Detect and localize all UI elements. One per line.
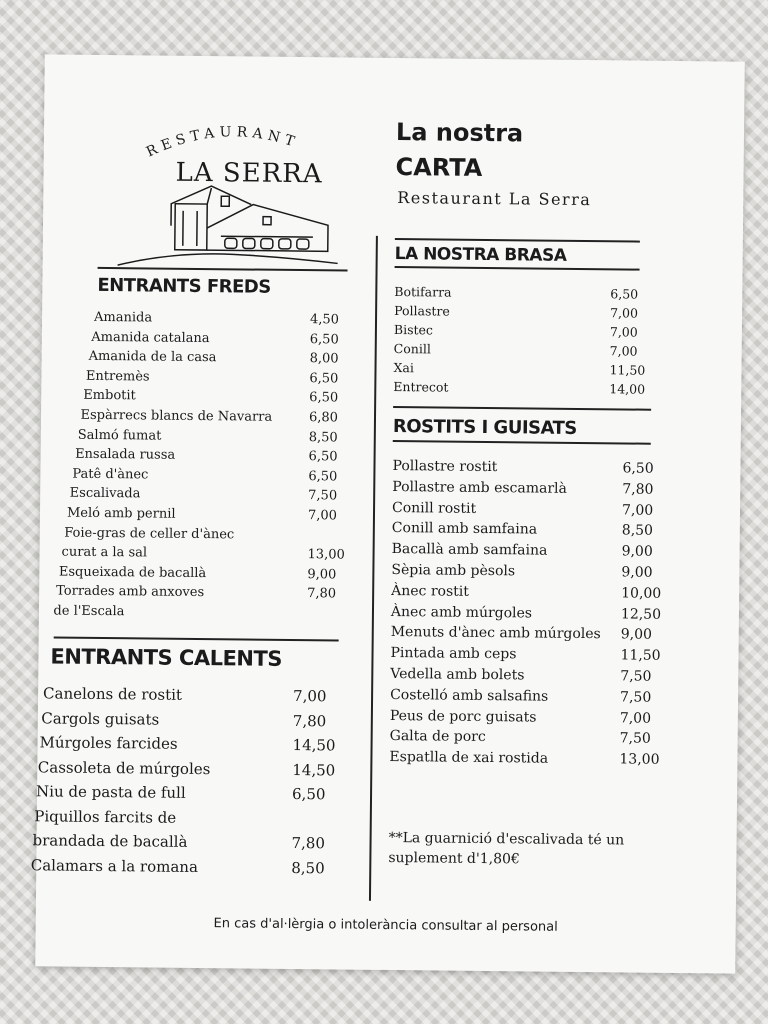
menu-item-name: Amanida catalana xyxy=(91,329,210,346)
menu-item-price: 9,00 xyxy=(307,566,337,583)
menu-item-price: 7,00 xyxy=(307,508,338,524)
svg-text:RESTAURANT xyxy=(144,123,301,162)
menu-item-name: Conill rostit xyxy=(391,499,477,517)
menu-item-name: Calamars a la romana xyxy=(30,855,199,876)
menu-item-name: Amanida xyxy=(93,309,153,326)
heading-line2: CARTA xyxy=(395,153,483,182)
menu-item-price: 8,50 xyxy=(291,858,325,877)
logo-arc-text: RESTAURANT xyxy=(143,124,302,161)
menu-item-price: 11,50 xyxy=(620,647,661,665)
menu-item-name: Espatlla de xai rostida xyxy=(389,749,549,767)
menu-item-name: Entrecot xyxy=(393,379,449,395)
menu-item-name: Peus de porc guisats xyxy=(389,707,537,726)
divider-brasa-top xyxy=(395,238,640,243)
menu-item-price: 8,00 xyxy=(309,351,339,367)
menu-item-price: 7,50 xyxy=(620,689,652,706)
menu-item-price: 12,50 xyxy=(620,606,662,623)
menu-item-price: 6,50 xyxy=(309,331,339,348)
menu-item-price: 7,00 xyxy=(609,343,638,359)
menu-item-name: Múrgoles farcides xyxy=(39,733,178,753)
menu-item-name: Conill xyxy=(393,341,431,357)
restaurant-logo xyxy=(112,85,354,288)
menu-item-name: Foie-gras de celler d'ànec xyxy=(64,525,235,542)
section-title-rostits: ROSTITS I GUISATS xyxy=(392,416,577,439)
menu-item-price: 9,00 xyxy=(621,564,653,581)
menu-item-name: Pollastre amb escamarlà xyxy=(392,478,568,497)
menu-item-price: 8,50 xyxy=(308,429,338,446)
menu-item-name: Esqueixada de bacallà xyxy=(58,564,207,581)
menu-item-price: 7,00 xyxy=(292,686,327,706)
section-title-entrants-calents: ENTRANTS CALENTS xyxy=(50,644,283,671)
menu-item-price: 11,50 xyxy=(609,362,646,378)
menu-sheet xyxy=(30,54,745,973)
menu-item-name: curat a la sal xyxy=(61,544,148,561)
menu-item-price: 7,80 xyxy=(291,833,326,853)
menu-item-name: Ànec amb múrgoles xyxy=(390,603,533,622)
menu-item-price: 14,00 xyxy=(609,381,646,397)
menu-item-price: 6,50 xyxy=(622,460,654,477)
menu-item-name: Bistec xyxy=(393,322,434,338)
heading-line1: La nostra xyxy=(395,118,524,148)
menu-item-name: Pintada amb ceps xyxy=(390,645,517,663)
menu-item-price: 7,00 xyxy=(609,324,638,340)
menu-item-price: 6,50 xyxy=(309,390,339,406)
menu-item-name: Salmó fumat xyxy=(77,427,162,444)
menu-item-name: Galta de porc xyxy=(389,728,486,746)
menu-item-name: Niu de pasta de full xyxy=(35,782,186,802)
menu-item-name: Ensalada russa xyxy=(75,446,176,463)
menu-item-price: 7,50 xyxy=(619,730,651,748)
menu-item-price: 13,00 xyxy=(619,751,660,769)
menu-item-name: Conill amb samfaina xyxy=(391,520,538,538)
divider-brasa-bottom xyxy=(395,266,640,271)
divider-rostits-bottom xyxy=(393,440,651,445)
menu-item-price: 6,50 xyxy=(308,468,338,485)
menu-item-price: 7,50 xyxy=(620,668,652,685)
menu-item-name: Canelons de rostit xyxy=(43,684,183,704)
menu-item-price: 4,50 xyxy=(309,312,340,328)
menu-item-price: 6,50 xyxy=(309,370,339,387)
menu-item-name: de l'Escala xyxy=(53,603,125,620)
menu-item-name: Torrades amb anxoves xyxy=(56,583,205,601)
menu-item-price: 7,80 xyxy=(307,586,337,602)
menu-item-price: 14,50 xyxy=(292,735,336,755)
menu-item-name: Piquillos farcits de xyxy=(34,806,177,827)
menu-item-name: Pollastre rostit xyxy=(392,458,498,476)
menu-item-price: 7,80 xyxy=(292,711,327,730)
menu-item-price: 7,50 xyxy=(308,488,338,504)
menu-item-name: Bacallà amb samfaina xyxy=(391,541,548,559)
menu-item-name: Patê d'ànec xyxy=(72,466,149,483)
allergy-footer: En cas d'al·lèrgia o intolerància consultar al personal xyxy=(213,916,558,935)
divider-calents xyxy=(54,636,339,641)
menu-item-name: Cassoleta de múrgoles xyxy=(37,757,211,778)
column-divider xyxy=(369,236,378,901)
menu-item-name: brandada de bacallà xyxy=(32,831,188,851)
menu-item-name: Embotit xyxy=(83,388,136,404)
subtitle: Restaurant La Serra xyxy=(397,188,592,210)
section-title-brasa: LA NOSTRA BRASA xyxy=(394,244,567,266)
menu-item-name: Pollastre xyxy=(394,303,450,319)
menu-item-name: Espàrrecs blancs de Navarra xyxy=(80,407,273,425)
menu-item-name: Escalivada xyxy=(69,486,141,502)
menu-item-name: Sèpia amb pèsols xyxy=(391,562,516,580)
menu-item-price: 6,50 xyxy=(308,449,338,465)
menu-item-name: Xai xyxy=(393,360,414,376)
menu-item-price: 6,50 xyxy=(291,784,326,804)
menu-item-price: 9,00 xyxy=(620,626,653,644)
menu-item-price: 8,50 xyxy=(621,522,654,540)
menu-item-name: Cargols guisats xyxy=(41,708,160,729)
menu-item-price: 6,50 xyxy=(610,286,639,302)
menu-item-price: 14,50 xyxy=(292,760,336,779)
menu-item-price: 7,00 xyxy=(621,502,654,519)
menu-item-price: 9,00 xyxy=(621,543,653,560)
menu-item-price: 13,00 xyxy=(307,547,345,563)
menu-item-price: 10,00 xyxy=(621,585,662,602)
divider-rostits-top xyxy=(393,406,651,411)
menu-item-name: Botifarra xyxy=(394,284,452,300)
menu-item-price: 7,00 xyxy=(619,710,652,727)
section-title-entrants-freds: ENTRANTS FREDS xyxy=(97,274,271,298)
menu-item-name: Entremès xyxy=(85,368,150,385)
menu-item-price: 7,00 xyxy=(610,305,639,321)
menu-item-name: Meló amb pernil xyxy=(66,505,176,522)
menu-item-name: Costelló amb salsafins xyxy=(390,686,549,705)
logo-name: LA SERRA xyxy=(175,157,323,190)
menu-item-name: Menuts d'ànec amb múrgoles xyxy=(390,624,601,643)
menu-item-name: Ànec rostit xyxy=(391,582,470,600)
menu-item-price: 6,80 xyxy=(308,410,339,426)
menu-item-price: 7,80 xyxy=(622,481,654,498)
garnish-note: **La guarnició d'escalivada té un suplement d'1,80€ xyxy=(388,830,625,868)
menu-item-name: Vedella amb bolets xyxy=(390,666,525,684)
menu-item-name: Amanida de la casa xyxy=(88,349,217,366)
